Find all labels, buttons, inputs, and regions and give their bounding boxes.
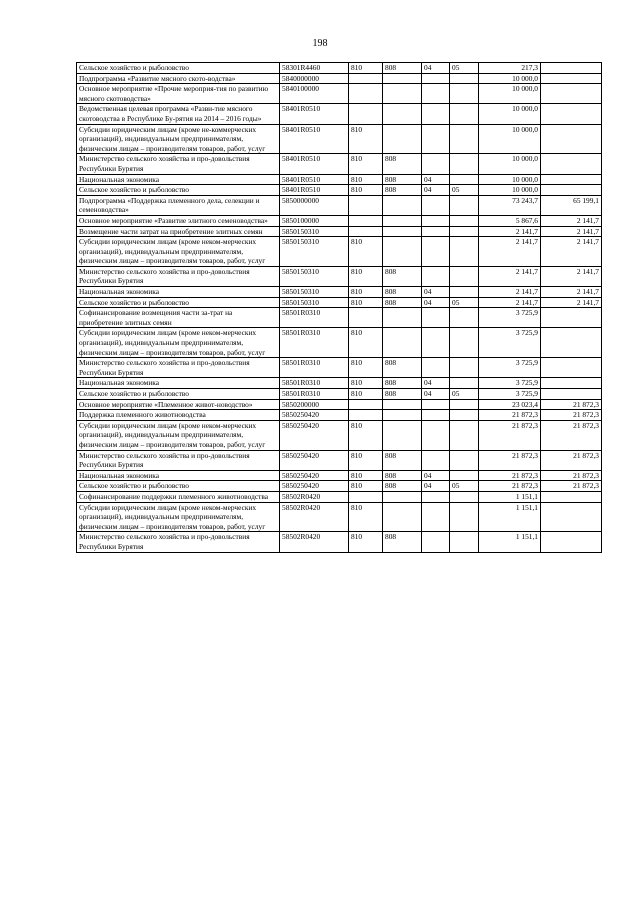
- row-expense-type: [349, 73, 383, 84]
- page-number: 198: [312, 38, 328, 49]
- row-ministry-code: 808: [383, 358, 422, 378]
- row-amount-1: 2 141,7: [479, 237, 541, 267]
- row-amount-1: 1 151,1: [479, 491, 541, 502]
- row-subsection: 05: [450, 389, 479, 400]
- row-expense-type: 810: [349, 154, 383, 174]
- row-name: Национальная экономика: [77, 470, 280, 481]
- row-section: [422, 154, 450, 174]
- row-name: Ведомственная целевая программа «Разви-тие мясного скотоводства в Республике Бу-рятия на 2014 – 2016 годы»: [77, 104, 280, 124]
- row-expense-type: 810: [349, 470, 383, 481]
- row-name: Национальная экономика: [77, 287, 280, 298]
- row-section: [422, 215, 450, 226]
- row-subsection: [450, 491, 479, 502]
- row-subsection: [450, 502, 479, 532]
- row-subsection: [450, 84, 479, 104]
- row-code: 5850250420: [280, 450, 349, 470]
- table-row: [77, 84, 602, 104]
- row-ministry-code: 808: [383, 450, 422, 470]
- table-row: [77, 358, 602, 378]
- row-amount-1: 3 725,9: [479, 358, 541, 378]
- row-amount-2: 21 872,3: [541, 470, 602, 481]
- row-amount-1: 217,3: [479, 63, 541, 74]
- row-name: Основное мероприятие «Племенное живот-новодство»: [77, 399, 280, 410]
- row-expense-type: 810: [349, 378, 383, 389]
- row-name: Национальная экономика: [77, 174, 280, 185]
- row-code: 5850250420: [280, 470, 349, 481]
- row-subsection: [450, 328, 479, 358]
- table-row: [77, 389, 602, 400]
- row-section: [422, 410, 450, 421]
- row-section: [422, 420, 450, 450]
- row-amount-1: 10 000,0: [479, 124, 541, 154]
- row-section: 04: [422, 481, 450, 492]
- row-subsection: [450, 226, 479, 237]
- table-row: [77, 378, 602, 389]
- row-ministry-code: [383, 420, 422, 450]
- row-expense-type: [349, 84, 383, 104]
- row-ministry-code: 808: [383, 174, 422, 185]
- row-ministry-code: [383, 195, 422, 215]
- row-code: 58401R0510: [280, 174, 349, 185]
- row-name: Сельское хозяйство и рыболовство: [77, 185, 280, 196]
- row-code: 5850100000: [280, 215, 349, 226]
- row-amount-2: [541, 502, 602, 532]
- row-amount-1: 21 872,3: [479, 450, 541, 470]
- table-row: [77, 215, 602, 226]
- row-subsection: [450, 104, 479, 124]
- table-row: [77, 399, 602, 410]
- row-code: 58401R0510: [280, 104, 349, 124]
- row-subsection: [450, 532, 479, 552]
- row-amount-2: 65 199,1: [541, 195, 602, 215]
- row-amount-1: 10 000,0: [479, 174, 541, 185]
- row-section: [422, 502, 450, 532]
- row-name: Субсидии юридическим лицам (кроме неком-мерческих организаций), индивидуальным предпринимателям, физическим лицам – производителям товаров, работ, услуг: [77, 502, 280, 532]
- row-expense-type: 810: [349, 63, 383, 74]
- row-name: Министерство сельского хозяйства и про-довольствия Республики Бурятия: [77, 266, 280, 286]
- row-subsection: 05: [450, 185, 479, 196]
- row-section: [422, 195, 450, 215]
- row-expense-type: 810: [349, 420, 383, 450]
- row-subsection: 05: [450, 63, 479, 74]
- table-row: [77, 450, 602, 470]
- row-amount-2: [541, 124, 602, 154]
- row-expense-type: [349, 410, 383, 421]
- row-code: 5850150310: [280, 266, 349, 286]
- table-row: [77, 266, 602, 286]
- table-row: [77, 73, 602, 84]
- row-section: 04: [422, 297, 450, 308]
- row-amount-2: 2 141,7: [541, 287, 602, 298]
- row-code: 58501R0310: [280, 308, 349, 328]
- row-amount-2: 2 141,7: [541, 215, 602, 226]
- table-row: [77, 502, 602, 532]
- row-amount-1: 21 872,3: [479, 481, 541, 492]
- row-subsection: [450, 470, 479, 481]
- row-name: Национальная экономика: [77, 378, 280, 389]
- row-name: Основное мероприятие «Прочие мероприя-тия по развитию мясного скотоводства»: [77, 84, 280, 104]
- table-row: [77, 154, 602, 174]
- row-amount-2: 2 141,7: [541, 266, 602, 286]
- row-code: 5850250420: [280, 481, 349, 492]
- row-section: [422, 266, 450, 286]
- row-subsection: 05: [450, 481, 479, 492]
- table-row: [77, 420, 602, 450]
- row-section: 04: [422, 389, 450, 400]
- row-section: [422, 399, 450, 410]
- row-section: [422, 84, 450, 104]
- row-ministry-code: [383, 226, 422, 237]
- table-row: [77, 195, 602, 215]
- table-row: [77, 328, 602, 358]
- row-amount-1: 3 725,9: [479, 328, 541, 358]
- row-amount-1: 10 000,0: [479, 154, 541, 174]
- row-expense-type: [349, 104, 383, 124]
- row-ministry-code: [383, 124, 422, 154]
- row-ministry-code: 808: [383, 389, 422, 400]
- row-amount-2: 2 141,7: [541, 226, 602, 237]
- row-amount-1: 10 000,0: [479, 84, 541, 104]
- row-expense-type: [349, 226, 383, 237]
- row-code: 58401R0510: [280, 185, 349, 196]
- table-row: [77, 63, 602, 74]
- row-section: 04: [422, 185, 450, 196]
- row-section: [422, 226, 450, 237]
- row-amount-2: [541, 532, 602, 552]
- row-amount-1: 1 151,1: [479, 532, 541, 552]
- row-name: Министерство сельского хозяйства и про-довольствия Республики Бурятия: [77, 154, 280, 174]
- row-code: 5850150310: [280, 237, 349, 267]
- row-section: [422, 450, 450, 470]
- row-section: [422, 491, 450, 502]
- row-ministry-code: 808: [383, 63, 422, 74]
- row-name: Софинансирование возмещения части за-трат на приобретение элитных семян: [77, 308, 280, 328]
- row-amount-2: 21 872,3: [541, 481, 602, 492]
- row-name: Подпрограмма «Развитие мясного ското-водства»: [77, 73, 280, 84]
- row-amount-1: 21 872,3: [479, 420, 541, 450]
- row-subsection: [450, 410, 479, 421]
- row-section: [422, 73, 450, 84]
- row-subsection: [450, 124, 479, 154]
- row-amount-1: 2 141,7: [479, 297, 541, 308]
- row-amount-2: 2 141,7: [541, 237, 602, 267]
- row-ministry-code: [383, 328, 422, 358]
- table-row: [77, 287, 602, 298]
- row-name: Сельское хозяйство и рыболовство: [77, 389, 280, 400]
- row-amount-2: 2 141,7: [541, 297, 602, 308]
- table-row: [77, 297, 602, 308]
- row-section: 04: [422, 470, 450, 481]
- row-amount-1: 23 023,4: [479, 399, 541, 410]
- row-subsection: [450, 399, 479, 410]
- row-code: 5840100000: [280, 84, 349, 104]
- row-name: Сельское хозяйство и рыболовство: [77, 297, 280, 308]
- row-amount-2: [541, 154, 602, 174]
- row-subsection: [450, 266, 479, 286]
- table-row: [77, 491, 602, 502]
- row-name: Субсидии юридическим лицам (кроме неком-мерческих организаций), индивидуальным предпринимателям, физическим лицам – производителям товаров, работ, услуг: [77, 328, 280, 358]
- row-ministry-code: 808: [383, 266, 422, 286]
- row-code: 5850150310: [280, 297, 349, 308]
- table-row: [77, 226, 602, 237]
- budget-table-body: [77, 63, 602, 553]
- row-amount-2: [541, 378, 602, 389]
- row-amount-2: [541, 185, 602, 196]
- row-amount-2: [541, 104, 602, 124]
- row-expense-type: 810: [349, 532, 383, 552]
- row-ministry-code: 808: [383, 470, 422, 481]
- row-code: 58501R0310: [280, 358, 349, 378]
- row-code: 5850250420: [280, 410, 349, 421]
- row-name: Подпрограмма «Поддержка племенного дела, селекции и семеноводства»: [77, 195, 280, 215]
- row-code: 5850150310: [280, 287, 349, 298]
- row-ministry-code: [383, 73, 422, 84]
- row-amount-2: [541, 308, 602, 328]
- row-expense-type: 810: [349, 185, 383, 196]
- row-subsection: [450, 215, 479, 226]
- row-section: [422, 532, 450, 552]
- row-amount-1: 3 725,9: [479, 389, 541, 400]
- row-name: Министерство сельского хозяйства и про-довольствия Республики Бурятия: [77, 450, 280, 470]
- row-subsection: [450, 308, 479, 328]
- table-row: [77, 104, 602, 124]
- row-expense-type: 810: [349, 389, 383, 400]
- row-ministry-code: [383, 104, 422, 124]
- row-ministry-code: 808: [383, 185, 422, 196]
- table-row: [77, 481, 602, 492]
- row-code: 58502R0420: [280, 532, 349, 552]
- row-section: [422, 104, 450, 124]
- row-section: [422, 308, 450, 328]
- row-code: 58401R0510: [280, 154, 349, 174]
- row-name: Сельское хозяйство и рыболовство: [77, 63, 280, 74]
- row-subsection: [450, 358, 479, 378]
- budget-table: [76, 62, 602, 553]
- row-code: 5850250420: [280, 420, 349, 450]
- row-ministry-code: [383, 308, 422, 328]
- row-amount-2: [541, 84, 602, 104]
- row-section: 04: [422, 63, 450, 74]
- row-expense-type: [349, 491, 383, 502]
- row-section: [422, 328, 450, 358]
- row-expense-type: 810: [349, 502, 383, 532]
- row-amount-1: 3 725,9: [479, 308, 541, 328]
- row-amount-2: [541, 389, 602, 400]
- row-ministry-code: 808: [383, 532, 422, 552]
- table-row: [77, 237, 602, 267]
- row-ministry-code: 808: [383, 287, 422, 298]
- row-expense-type: [349, 308, 383, 328]
- row-subsection: [450, 450, 479, 470]
- row-ministry-code: 808: [383, 154, 422, 174]
- row-section: 04: [422, 287, 450, 298]
- row-expense-type: 810: [349, 450, 383, 470]
- row-subsection: [450, 154, 479, 174]
- row-ministry-code: [383, 502, 422, 532]
- row-ministry-code: [383, 410, 422, 421]
- row-code: 5850000000: [280, 195, 349, 215]
- row-expense-type: [349, 399, 383, 410]
- row-name: Субсидии юридическим лицам (кроме не-коммерческих организаций), индивидуальным предпринимателям, физическим лицам – производителям товаров, работ, услуг: [77, 124, 280, 154]
- row-code: 58502R0420: [280, 491, 349, 502]
- table-row: [77, 174, 602, 185]
- row-name: Субсидии юридическим лицам (кроме неком-мерческих организаций), индивидуальным предпринимателям, физическим лицам – производителям товаров, работ, услуг: [77, 420, 280, 450]
- row-amount-2: [541, 73, 602, 84]
- row-name: Возмещение части затрат на приобретение элитных семян: [77, 226, 280, 237]
- row-code: 58501R0310: [280, 328, 349, 358]
- table-row: [77, 410, 602, 421]
- row-amount-1: 21 872,3: [479, 410, 541, 421]
- row-amount-2: 21 872,3: [541, 420, 602, 450]
- row-amount-2: [541, 328, 602, 358]
- row-expense-type: 810: [349, 266, 383, 286]
- row-ministry-code: 808: [383, 481, 422, 492]
- row-expense-type: [349, 195, 383, 215]
- row-amount-2: [541, 174, 602, 185]
- row-amount-2: [541, 358, 602, 378]
- row-amount-1: 10 000,0: [479, 104, 541, 124]
- row-section: [422, 124, 450, 154]
- row-name: Поддержка племенного животноводства: [77, 410, 280, 421]
- row-ministry-code: [383, 84, 422, 104]
- row-amount-1: 10 000,0: [479, 73, 541, 84]
- table-row: [77, 124, 602, 154]
- row-code: 58401R0510: [280, 124, 349, 154]
- row-section: [422, 358, 450, 378]
- row-name: Субсидии юридическим лицам (кроме неком-мерческих организаций), индивидуальным предпринимателям, физическим лицам – производителям товаров, работ, услуг: [77, 237, 280, 267]
- row-name: Министерство сельского хозяйства и про-довольствия Республики Бурятия: [77, 358, 280, 378]
- row-amount-2: [541, 63, 602, 74]
- row-ministry-code: [383, 491, 422, 502]
- row-expense-type: 810: [349, 297, 383, 308]
- row-subsection: [450, 73, 479, 84]
- row-amount-1: 2 141,7: [479, 266, 541, 286]
- table-row: [77, 532, 602, 552]
- row-expense-type: 810: [349, 124, 383, 154]
- row-ministry-code: [383, 399, 422, 410]
- row-name: Софинансирование поддержки племенного животноводства: [77, 491, 280, 502]
- row-ministry-code: 808: [383, 297, 422, 308]
- row-code: 58502R0420: [280, 502, 349, 532]
- row-expense-type: 810: [349, 237, 383, 267]
- row-code: 5840000000: [280, 73, 349, 84]
- row-code: 58501R0310: [280, 389, 349, 400]
- row-subsection: [450, 420, 479, 450]
- row-expense-type: 810: [349, 481, 383, 492]
- row-subsection: [450, 174, 479, 185]
- row-amount-2: [541, 491, 602, 502]
- row-name: Сельское хозяйство и рыболовство: [77, 481, 280, 492]
- row-amount-1: 2 141,7: [479, 226, 541, 237]
- row-expense-type: 810: [349, 358, 383, 378]
- row-expense-type: 810: [349, 328, 383, 358]
- row-code: 5850150310: [280, 226, 349, 237]
- row-amount-1: 1 151,1: [479, 502, 541, 532]
- row-code: 58301R4460: [280, 63, 349, 74]
- table-row: [77, 185, 602, 196]
- row-code: 58501R0310: [280, 378, 349, 389]
- table-row: [77, 470, 602, 481]
- row-ministry-code: 808: [383, 378, 422, 389]
- row-name: Министерство сельского хозяйства и про-довольствия Республики Бурятия: [77, 532, 280, 552]
- row-ministry-code: [383, 237, 422, 267]
- row-expense-type: [349, 215, 383, 226]
- row-amount-1: 10 000,0: [479, 185, 541, 196]
- row-expense-type: 810: [349, 287, 383, 298]
- row-subsection: [450, 378, 479, 389]
- row-subsection: 05: [450, 297, 479, 308]
- row-amount-1: 73 243,7: [479, 195, 541, 215]
- row-code: 5850200000: [280, 399, 349, 410]
- row-amount-2: 21 872,3: [541, 410, 602, 421]
- row-section: 04: [422, 174, 450, 185]
- row-subsection: [450, 237, 479, 267]
- table-row: [77, 308, 602, 328]
- row-subsection: [450, 195, 479, 215]
- row-expense-type: 810: [349, 174, 383, 185]
- row-amount-1: 5 867,6: [479, 215, 541, 226]
- row-subsection: [450, 287, 479, 298]
- row-amount-1: 21 872,3: [479, 470, 541, 481]
- row-section: [422, 237, 450, 267]
- row-name: Основное мероприятие «Развитие элитного семеноводства»: [77, 215, 280, 226]
- row-amount-2: 21 872,3: [541, 450, 602, 470]
- row-amount-1: 3 725,9: [479, 378, 541, 389]
- row-ministry-code: [383, 215, 422, 226]
- row-amount-2: 21 872,3: [541, 399, 602, 410]
- row-section: 04: [422, 378, 450, 389]
- row-amount-1: 2 141,7: [479, 287, 541, 298]
